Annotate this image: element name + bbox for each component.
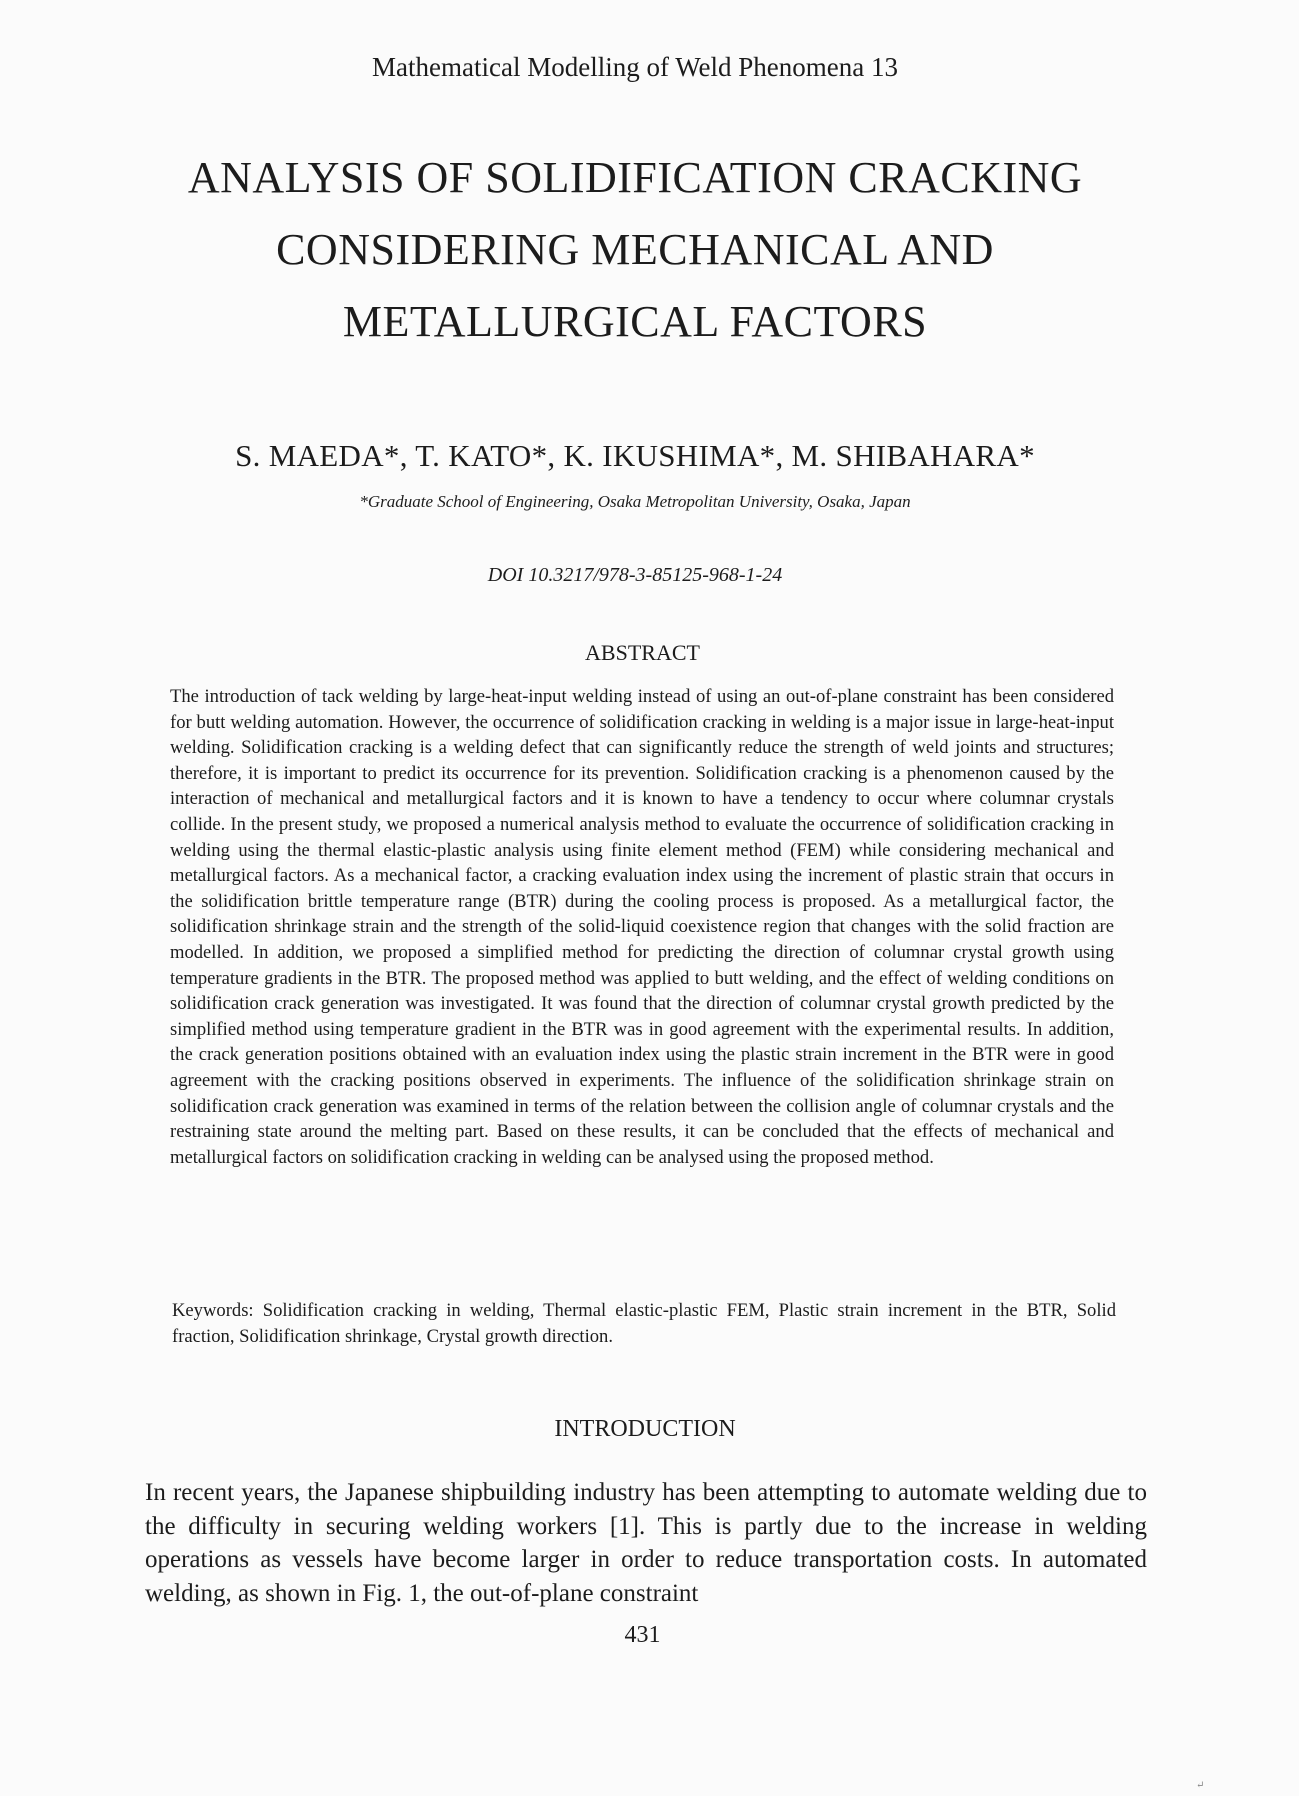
affiliation: *Graduate School of Engineering, Osaka Metropolitan University, Osaka, Japan — [359, 492, 911, 511]
title-line: METALLURGICAL FACTORS — [342, 297, 928, 346]
paper-title — [0, 142, 1270, 358]
abstract-heading: ABSTRACT — [585, 640, 700, 665]
page-number: 431 — [624, 1622, 661, 1648]
running-head: Mathematical Modelling of Weld Phenomena 13 — [372, 52, 898, 82]
introduction-text: In recent years, the Japanese shipbuilding industry has been attempting to automate welding due to the difficulty in securing welding workers [1]. This is partly due to the increase in welding operations as vessels have become larger in order to reduce transportation costs. In automated welding, as shown in Fig. 1, the out-of-plane constraint — [145, 1479, 1147, 1607]
introduction-heading: INTRODUCTION — [554, 1416, 736, 1442]
return-mark-icon: ↵ — [1196, 1780, 1205, 1791]
doi: DOI 10.3217/978-3-85125-968-1-24 — [487, 564, 783, 586]
title-line: ANALYSIS OF SOLIDIFICATION CRACKING — [187, 153, 1083, 202]
author-list: S. MAEDA*, T. KATO*, K. IKUSHIMA*, M. SHIBAHARA* — [235, 438, 1035, 473]
abstract-text: The introduction of tack welding by large-heat-input welding instead of using an out-of-plane constraint has been considered for butt welding automation. However, the occurrence of solidification cracking in welding is a major issue in large-heat-input welding. Solidification cracking is a welding defect that can significantly reduce the strength of weld joints and structures; therefore, it is important to predict its occurrence for its prevention. Solidification cracking is a phenomenon caused by the interaction of mechanical and metallurgical factors and it is known to have a tendency to occur where columnar crystals collide. In the present study, we proposed a numerical analysis method to evaluate the occurrence of solidification cracking in welding using the thermal elastic-plastic analysis using finite element method (FEM) while considering mechanical and metallurgical factors. As a mechanical factor, a cracking evaluation index using the increment of plastic strain that occurs in the solidification brittle temperature range (BTR) during the cooling process is proposed. As a metallurgical factor, the solidification shrinkage strain and the strength of the solid-liquid coexistence region that changes with the solid fraction are modelled. In addition, we proposed a simplified method for predicting the direction of columnar crystal growth using temperature gradients in the BTR. The proposed method was applied to butt welding, and the effect of welding conditions on solidification crack generation was investigated. It was found that the direction of columnar crystal growth predicted by the simplified method using temperature gradient in the BTR was in good agreement with the experimental results. In addition, the crack generation positions obtained with an evaluation index using the plastic strain increment in the BTR were in good agreement with the cracking positions observed in experiments. The influence of the solidification shrinkage strain on solidification crack generation was examined in terms of the relation between the collision angle of columnar crystals and the restraining state around the melting part. Based on these results, it can be concluded that the effects of mechanical and metallurgical factors on solidification cracking in welding can be analysed using the proposed method. — [170, 686, 1114, 1168]
keywords: Keywords: Solidification cracking in welding, Thermal elastic-plastic FEM, Plastic strain increment in the BTR, Solid fraction, Solidification shrinkage, Crystal growth direction. — [172, 1300, 1116, 1347]
title-line: CONSIDERING MECHANICAL AND — [276, 225, 994, 274]
